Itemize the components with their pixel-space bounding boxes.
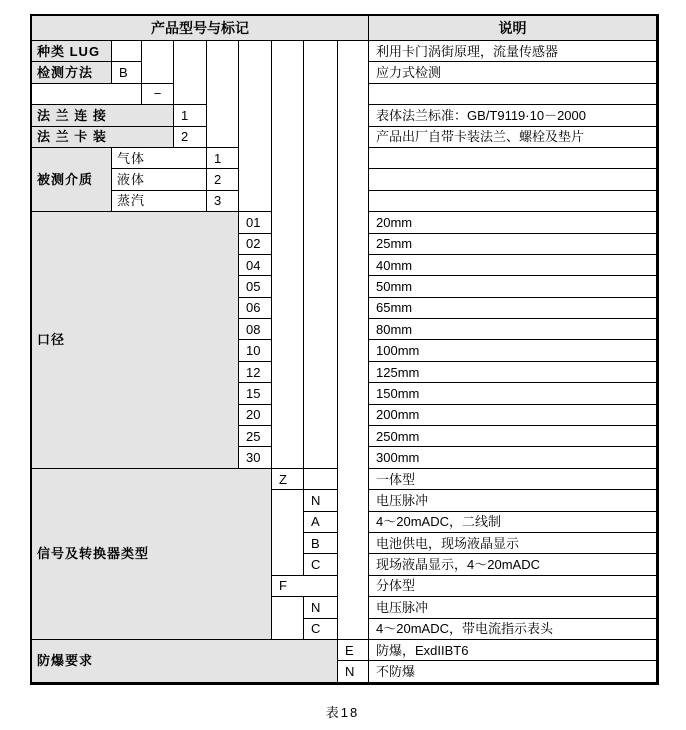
empty-label-cell	[32, 84, 142, 105]
code-cell-signal-a: A	[304, 512, 338, 533]
code-cell-medium-gas: 1	[207, 148, 239, 169]
desc-signal: 电池供电，现场液晶显示	[369, 533, 657, 554]
code-cell-diameter: 30	[239, 447, 272, 468]
code-cell-signal-n2: N	[304, 597, 338, 618]
desc-dash	[369, 84, 657, 105]
section-label-kind: 种类 LUG	[32, 41, 112, 62]
desc-signal: 4～20mADC，二线制	[369, 512, 657, 533]
desc-medium-liquid	[369, 169, 657, 190]
medium-option-liquid: 液体	[112, 169, 207, 190]
code-cell-diameter: 02	[239, 234, 272, 255]
desc-diameter: 250mm	[369, 426, 657, 447]
desc-signal: 一体型	[369, 469, 657, 490]
desc-signal: 电压脉冲	[369, 490, 657, 511]
empty-code-cell	[112, 41, 142, 62]
code-cell-signal-f: F	[272, 576, 338, 597]
section-label-detect: 检测方法	[32, 62, 112, 83]
desc-diameter: 200mm	[369, 405, 657, 426]
section-label-diameter: 口径	[32, 212, 239, 469]
code-cell-signal-c: C	[304, 554, 338, 575]
section-label-flange-connect: 法 兰 连 接	[32, 105, 174, 126]
code-cell-diameter: 06	[239, 298, 272, 319]
table-caption: 表18	[325, 705, 360, 720]
medium-option-steam: 蒸汽	[112, 191, 207, 212]
code-cell-diameter: 05	[239, 276, 272, 297]
code-cell-explosion-n: N	[338, 661, 369, 682]
code-cell-detect: B	[112, 62, 142, 83]
desc-diameter: 25mm	[369, 234, 657, 255]
empty-code-column	[142, 41, 174, 84]
desc-diameter: 40mm	[369, 255, 657, 276]
code-cell-diameter: 25	[239, 426, 272, 447]
desc-signal: 4～20mADC，带电流指示表头	[369, 619, 657, 640]
code-cell-flange-clamp: 2	[174, 127, 207, 148]
section-label-explosion: 防爆要求	[32, 640, 338, 683]
code-cell-diameter: 12	[239, 362, 272, 383]
desc-diameter: 100mm	[369, 340, 657, 361]
desc-diameter: 50mm	[369, 276, 657, 297]
desc-explosion-n: 不防爆	[369, 661, 657, 682]
desc-diameter: 150mm	[369, 383, 657, 404]
empty-code-column	[272, 41, 304, 469]
desc-flange-clamp: 产品出厂自带卡装法兰、螺栓及垫片	[369, 127, 657, 148]
code-cell-medium-steam: 3	[207, 191, 239, 212]
desc-signal: 电压脉冲	[369, 597, 657, 618]
empty-code-column	[272, 597, 304, 640]
empty-code-cell	[304, 469, 338, 490]
code-cell-diameter: 04	[239, 255, 272, 276]
empty-code-column	[272, 490, 304, 576]
code-cell-diameter: 01	[239, 212, 272, 233]
code-cell-explosion-e: E	[338, 640, 369, 661]
empty-code-column	[304, 41, 338, 469]
desc-kind: 利用卡门涡街原理，流量传感器	[369, 41, 657, 62]
desc-signal: 分体型	[369, 576, 657, 597]
code-cell-medium-liquid: 2	[207, 169, 239, 190]
code-cell-diameter: 10	[239, 340, 272, 361]
desc-medium-steam	[369, 191, 657, 212]
desc-signal: 现场液晶显示，4～20mADC	[369, 554, 657, 575]
empty-code-column	[207, 41, 239, 148]
section-label-signal: 信号及转换器类型	[32, 469, 272, 640]
desc-diameter: 300mm	[369, 447, 657, 468]
desc-diameter: 65mm	[369, 298, 657, 319]
section-label-flange-clamp: 法 兰 卡 装	[32, 127, 174, 148]
empty-code-column	[239, 41, 272, 212]
desc-flange-connect: 表体法兰标准：GB/T9119·10－2000	[369, 105, 657, 126]
code-cell-signal-z: Z	[272, 469, 304, 490]
desc-explosion-e: 防爆，ExdIIBT6	[369, 640, 657, 661]
code-cell-dash: −	[142, 84, 174, 105]
desc-diameter: 125mm	[369, 362, 657, 383]
code-cell-flange-connect: 1	[174, 105, 207, 126]
spec-table	[30, 14, 659, 685]
desc-detect: 应力式检测	[369, 62, 657, 83]
code-cell-diameter: 15	[239, 383, 272, 404]
medium-option-gas: 气体	[112, 148, 207, 169]
code-cell-diameter: 08	[239, 319, 272, 340]
desc-diameter: 80mm	[369, 319, 657, 340]
code-cell-diameter: 20	[239, 405, 272, 426]
section-label-medium: 被测介质	[32, 148, 112, 212]
code-cell-signal-n: N	[304, 490, 338, 511]
empty-code-column	[174, 41, 207, 105]
code-cell-signal-c2: C	[304, 619, 338, 640]
desc-medium-gas	[369, 148, 657, 169]
empty-code-column	[338, 41, 369, 640]
header-description-column: 说明	[369, 16, 657, 41]
code-cell-signal-b: B	[304, 533, 338, 554]
header-model-column: 产品型号与标记	[32, 16, 369, 41]
desc-diameter: 20mm	[369, 212, 657, 233]
